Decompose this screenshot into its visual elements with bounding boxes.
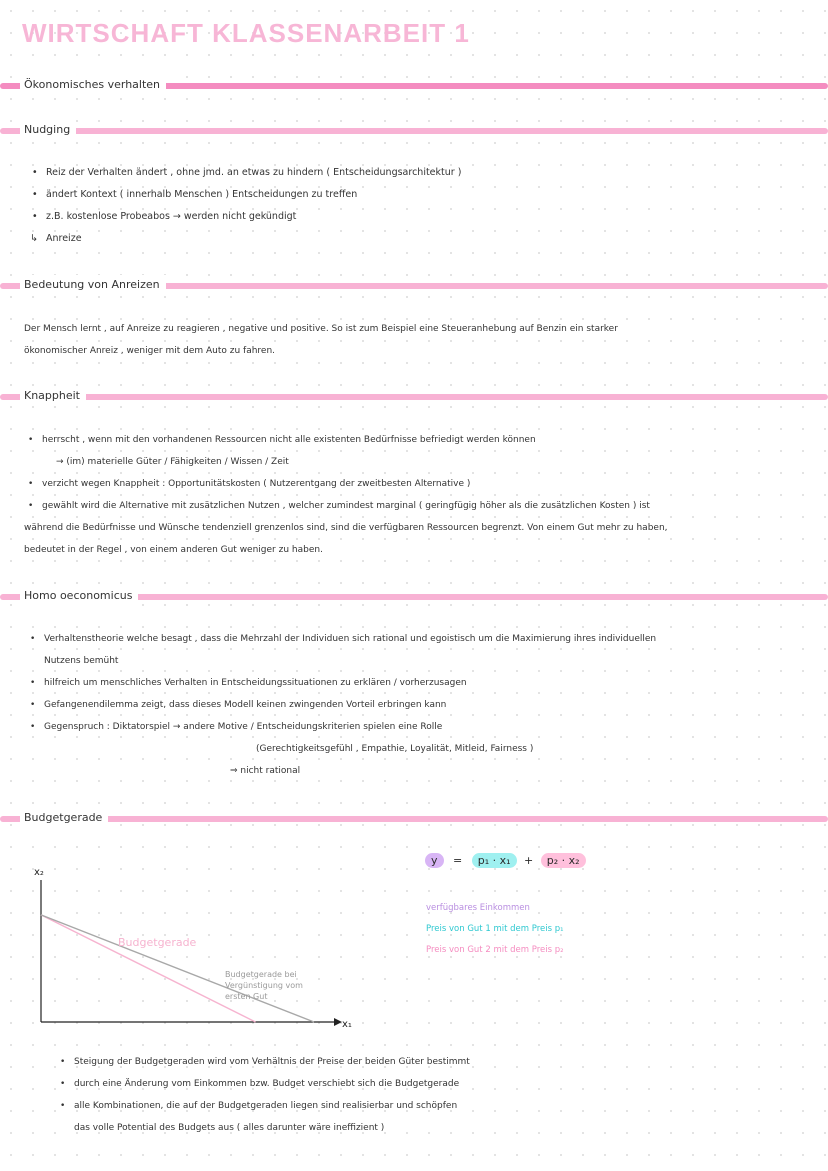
formula-plus: +: [524, 854, 534, 867]
y-axis-label: x₂: [34, 867, 44, 878]
budget-line: [41, 915, 256, 1022]
knappheit-content: [24, 429, 668, 561]
list-item: • Verhaltenstheorie welche besagt , dass die Mehrzahl der Individuen sich rational und egoistisch um die Maximierung ihres individuellen: [26, 628, 656, 650]
budget-formula: [425, 853, 586, 868]
list-item: • ändert Kontext ( innerhalb Menschen ) Entscheidungen zu treffen: [28, 184, 461, 206]
homo-list: [26, 628, 656, 782]
bedeutung-paragraph: [24, 318, 618, 362]
budget-line-cheaper-label: Budgetgerade bei: [225, 970, 297, 979]
heading-label: Homo oeconomicus: [20, 586, 138, 606]
nudging-list: [28, 162, 461, 250]
list-item: • Gegenspruch : Diktatorspiel → andere Motive / Entscheidungskriterien spielen eine Rolle: [26, 716, 656, 738]
section-heading-knappheit: [0, 386, 828, 406]
list-item: • gewählt wird die Alternative mit zusätzlichen Nutzen , welcher zumindest marginal ( geringfügig höher als die zusätzlichen Kosten ) ist: [24, 495, 668, 517]
heading-bar: [0, 394, 828, 400]
section-heading-oekonomisches: [0, 75, 828, 95]
list-item: • alle Kombinationen, die auf der Budgetgeraden liegen sind realisierbar und schöpfen: [56, 1095, 470, 1117]
section-heading-bedeutung: [0, 275, 828, 295]
x-axis-label: x₁: [342, 1019, 352, 1030]
list-subitem: ⇒ nicht rational: [230, 766, 301, 776]
list-item: • verzicht wegen Knappheit : Opportunitätskosten ( Nutzerentgang der zweitbesten Alternative ): [24, 473, 668, 495]
budget-line-cheaper-label: Vergünstigung vom: [225, 981, 303, 990]
paragraph-line: während die Bedürfnisse und Wünsche tendenziell grenzenlos sind, sind die verfügbaren Ressourcen begrenzt. Von einem Gut mehr zu haben,: [24, 523, 668, 533]
list-item: • Reiz der Verhalten ändert , ohne jmd. an etwas zu hindern ( Entscheidungsarchitektur ): [28, 162, 461, 184]
paragraph-line: Der Mensch lernt , auf Anreize zu reagieren , negative und positive. So ist zum Beispiel eine Steueranhebung auf Benzin ein starker: [24, 324, 618, 334]
formula-y: y: [425, 853, 444, 868]
list-item: ↳ Anreize: [28, 228, 461, 250]
list-item: • Gefangenendilemma zeigt, dass dieses Modell keinen zwingenden Vorteil erbringen kann: [26, 694, 656, 716]
budget-line-cheaper-label: ersten Gut: [225, 992, 268, 1001]
list-item: • herrscht , wenn mit den vorhandenen Ressourcen nicht alle existenten Bedürfnisse befriedigt werden können: [24, 429, 668, 451]
list-item-continuation: Nutzens bemüht: [44, 656, 119, 666]
list-item: • z.B. kostenlose Probeabos → werden nicht gekündigt: [28, 206, 461, 228]
heading-label: Budgetgerade: [20, 808, 108, 828]
page-title: WIRTSCHAFT KLASSENARBEIT 1: [22, 18, 470, 48]
budget-list: [56, 1051, 470, 1139]
section-heading-budget: [0, 808, 828, 828]
list-subitem: → (im) materielle Güter / Fähigkeiten / Wissen / Zeit: [56, 457, 289, 467]
formula-equals: =: [453, 854, 463, 867]
legend-price-good-1: Preis von Gut 1 mit dem Preis p₁: [426, 924, 564, 934]
list-subitem: (Gerechtigkeitsgefühl , Empathie, Loyalität, Mitleid, Fairness ): [256, 744, 534, 754]
legend-price-good-2: Preis von Gut 2 mit dem Preis p₂: [426, 945, 564, 955]
list-item: • Steigung der Budgetgeraden wird vom Verhältnis der Preise der beiden Güter bestimmt: [56, 1051, 470, 1073]
section-heading-homo: [0, 586, 828, 606]
budget-chart: [0, 860, 420, 1040]
x-axis-arrow-icon: [334, 1018, 342, 1026]
paragraph-line: ökonomischer Anreiz , weniger mit dem Auto zu fahren.: [24, 346, 276, 356]
heading-label: Ökonomisches verhalten: [20, 75, 166, 95]
heading-bar: [0, 128, 828, 134]
heading-bar: [0, 816, 828, 822]
budget-line-label: Budgetgerade: [118, 936, 197, 949]
list-item: • durch eine Änderung vom Einkommen bzw. Budget verschiebt sich die Budgetgerade: [56, 1073, 470, 1095]
budget-line-cheaper: [41, 915, 314, 1022]
list-item-continuation: das volle Potential des Budgets aus ( alles darunter wäre ineffizient ): [74, 1123, 385, 1133]
formula-p1x1: p₁ · x₁: [472, 853, 517, 868]
formula-p2x2: p₂ · x₂: [541, 853, 586, 868]
heading-label: Nudging: [20, 120, 76, 140]
heading-label: Knappheit: [20, 386, 86, 406]
list-item: • hilfreich um menschliches Verhalten in Entscheidungssituationen zu erklären / vorherzusagen: [26, 672, 656, 694]
legend-income: verfügbares Einkommen: [426, 903, 530, 913]
formula-legend: [426, 898, 564, 961]
heading-label: Bedeutung von Anreizen: [20, 275, 166, 295]
section-heading-nudging: [0, 120, 828, 140]
paragraph-line: bedeutet in der Regel , von einem anderen Gut weniger zu haben.: [24, 545, 323, 555]
